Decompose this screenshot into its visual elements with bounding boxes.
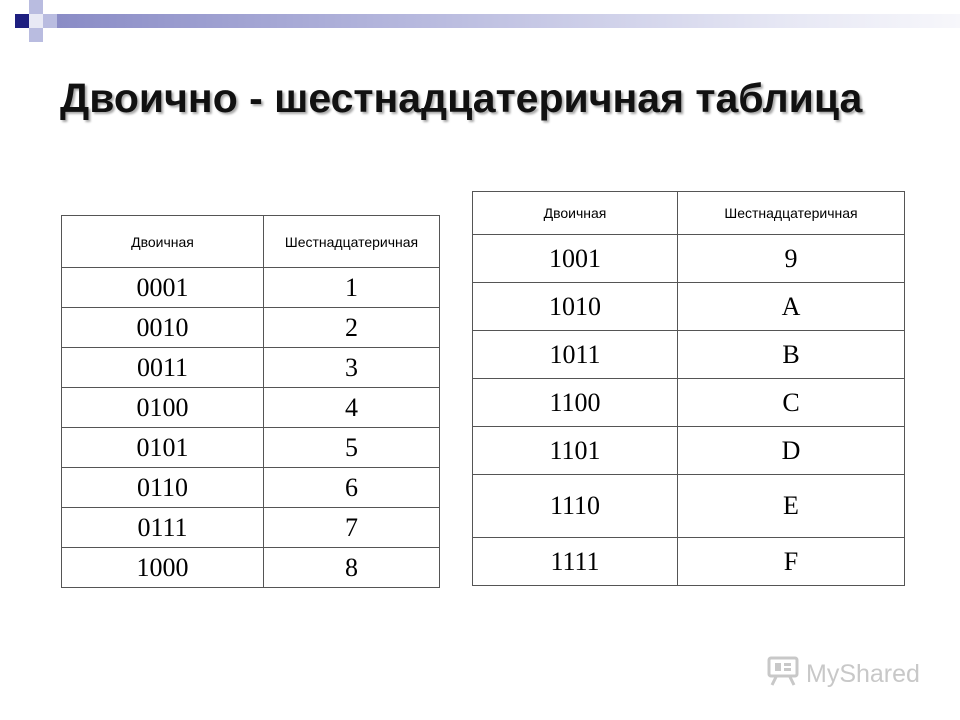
table-row [62, 468, 440, 508]
binary-cell: 1111 [473, 538, 678, 586]
binary-cell: 0001 [62, 268, 264, 308]
hex-cell: 6 [264, 468, 440, 508]
binary-cell: 0010 [62, 308, 264, 348]
binary-cell: 1110 [473, 475, 678, 538]
table-row [473, 538, 905, 586]
table-row [62, 348, 440, 388]
slide-title: Двоично - шестнадцатеричная таблица [60, 75, 863, 121]
corner-square-pale [29, 14, 43, 28]
table-row [62, 508, 440, 548]
column-header-hex: Шестнадцатеричная [264, 216, 440, 268]
hex-cell: D [678, 427, 905, 475]
hex-cell: 7 [264, 508, 440, 548]
table-row [473, 235, 905, 283]
binary-cell: 1000 [62, 548, 264, 588]
header-gradient-bar [57, 14, 960, 28]
hex-cell: F [678, 538, 905, 586]
binary-cell: 0111 [62, 508, 264, 548]
binary-cell: 1101 [473, 427, 678, 475]
binary-hex-table-left [61, 215, 440, 588]
binary-cell: 1010 [473, 283, 678, 331]
binary-cell: 1100 [473, 379, 678, 427]
table-row [62, 308, 440, 348]
binary-cell: 0110 [62, 468, 264, 508]
table-row [62, 428, 440, 468]
hex-cell: 5 [264, 428, 440, 468]
corner-square-dark [15, 14, 29, 28]
table-row [473, 331, 905, 379]
table-header-row [473, 192, 905, 235]
hex-cell: 9 [678, 235, 905, 283]
hex-cell: 1 [264, 268, 440, 308]
hex-cell: 4 [264, 388, 440, 428]
hex-cell: B [678, 331, 905, 379]
presentation-board-icon [766, 656, 806, 693]
watermark-text: MyShared [806, 659, 920, 688]
hex-cell: A [678, 283, 905, 331]
corner-square-light [29, 28, 43, 42]
hex-cell: E [678, 475, 905, 538]
binary-cell: 0011 [62, 348, 264, 388]
hex-cell: 8 [264, 548, 440, 588]
corner-square-light [29, 0, 43, 14]
table-row [62, 388, 440, 428]
table-row [62, 548, 440, 588]
table-header-row [62, 216, 440, 268]
table-row [473, 379, 905, 427]
binary-cell: 1001 [473, 235, 678, 283]
column-header-hex: Шестнадцатеричная [678, 192, 905, 235]
hex-cell: 2 [264, 308, 440, 348]
table-row [62, 268, 440, 308]
hex-cell: 3 [264, 348, 440, 388]
binary-cell: 0100 [62, 388, 264, 428]
corner-square-light [43, 14, 57, 28]
table-row [473, 283, 905, 331]
watermark [766, 656, 920, 692]
binary-hex-table-right [472, 191, 905, 586]
column-header-binary: Двоичная [62, 216, 264, 268]
table-row [473, 475, 905, 538]
table-row [473, 427, 905, 475]
column-header-binary: Двоичная [473, 192, 678, 235]
binary-cell: 1011 [473, 331, 678, 379]
binary-cell: 0101 [62, 428, 264, 468]
hex-cell: C [678, 379, 905, 427]
